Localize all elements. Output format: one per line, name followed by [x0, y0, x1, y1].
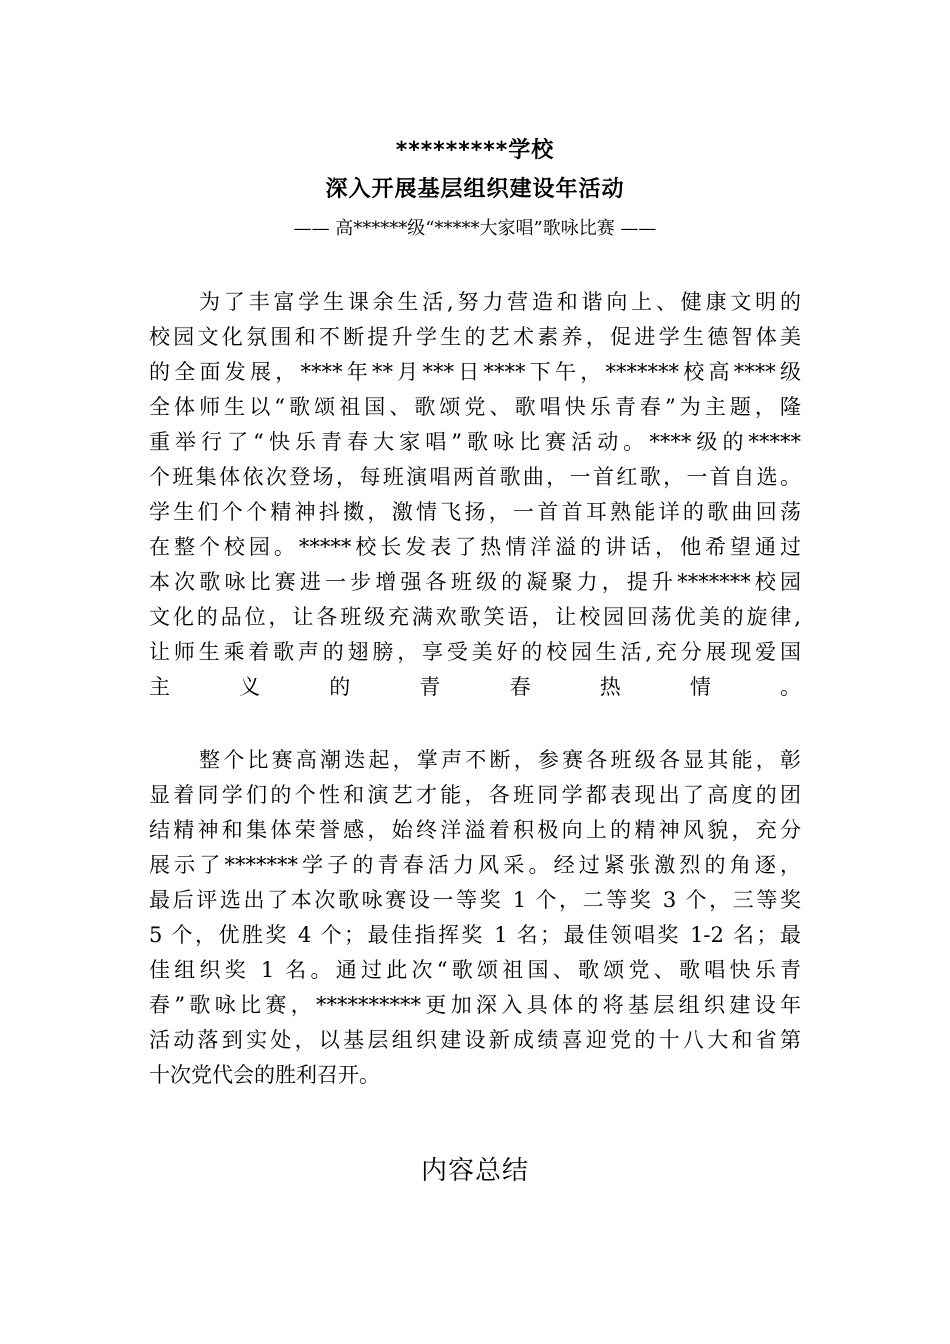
paragraph-line: 结精神和集体荣誉感，始终洋溢着积极向上的精神风貌，充分	[149, 818, 801, 842]
paragraph-line: 全体师生以“歌颂祖国、歌颂党、歌唱快乐青春”为主题，隆	[149, 395, 801, 419]
paragraph-line: 显着同学们的个性和演艺才能，各班同学都表现出了高度的团	[149, 783, 801, 807]
paragraph-line: 本次歌咏比赛进一步增强各班级的凝聚力，提升*******校园	[149, 570, 801, 594]
paragraph-line: 重举行了“快乐青春大家唱”歌咏比赛活动。****级的*****	[149, 430, 801, 454]
paragraph-line: 学生们个个精神抖擞，激情飞扬，一首首耳熟能详的歌曲回荡	[149, 500, 801, 524]
paragraph-line: 在整个校园。*****校长发表了热情洋溢的讲话，他希望通过	[149, 535, 801, 559]
paragraph-2	[149, 743, 801, 1093]
paragraph-line: 为了丰富学生课余生活,努力营造和谐向上、健康文明的	[199, 290, 801, 314]
paragraph-line: 让师生乘着歌声的翅膀，享受美好的校园生活,充分展现爱国	[149, 640, 801, 664]
summary-heading: 内容总结	[420, 1156, 529, 1186]
paragraph-line: 主义的青春热情。	[149, 675, 801, 699]
document-subtitle: —— 高******级“*****大家唱”歌咏比赛 ——	[293, 218, 657, 239]
paragraph-line: 校园文化氛围和不断提升学生的艺术素养，促进学生德智体美	[149, 325, 801, 349]
paragraph-line: 春”歌咏比赛，**********更加深入具体的将基层组织建设年	[149, 993, 801, 1017]
document-title-activity: 深入开展基层组织建设年活动	[325, 177, 625, 202]
paragraph-1	[149, 285, 801, 705]
paragraph-line: 5 个，优胜奖 4 个；最佳指挥奖 1 名；最佳领唱奖 1-2 名；最	[149, 923, 801, 947]
paragraph-line: 文化的品位，让各班级充满欢歌笑语，让校园回荡优美的旋律,	[149, 605, 801, 629]
paragraph-line: 个班集体依次登场，每班演唱两首歌曲，一首红歌，一首自选。	[149, 465, 801, 489]
paragraph-line: 的全面发展，****年**月***日****下午，*******校高****级	[149, 360, 801, 384]
paragraph-line: 展示了*******学子的青春活力风采。经过紧张激烈的角逐，	[149, 853, 801, 877]
paragraph-line: 活动落到实处，以基层组织建设新成绩喜迎党的十八大和省第	[149, 1028, 801, 1052]
paragraph-line: 十次党代会的胜利召开。	[149, 1063, 380, 1087]
paragraph-line: 整个比赛高潮迭起，掌声不断，参赛各班级各显其能，彰	[199, 748, 801, 772]
paragraph-line: 佳组织奖 1 名。通过此次“歌颂祖国、歌颂党、歌唱快乐青	[149, 958, 801, 982]
paragraph-line: 最后评选出了本次歌咏赛设一等奖 1 个，二等奖 3 个，三等奖	[149, 888, 801, 912]
document-title-school: *********学校	[395, 138, 555, 163]
